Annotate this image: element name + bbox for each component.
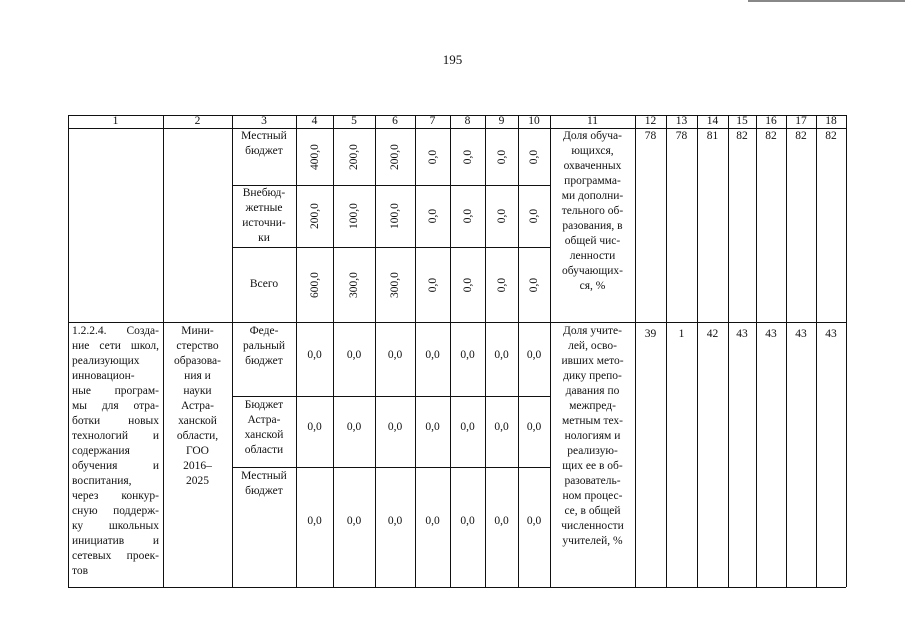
indicator-text-line: общей чис- bbox=[564, 235, 621, 247]
top-rule bbox=[748, 0, 905, 2]
indicator-text-line: лей, осво- bbox=[568, 340, 617, 352]
funding-amount: 0,0 bbox=[425, 515, 440, 527]
funding-amount: 300,0 bbox=[348, 271, 360, 298]
funding-amount: 0,0 bbox=[495, 208, 508, 224]
funding-amount: 0,0 bbox=[494, 421, 509, 433]
activity-description-line: технологий и bbox=[72, 430, 159, 442]
funding-amount: 200,0 bbox=[389, 143, 401, 170]
column-number: 3 bbox=[261, 115, 267, 127]
funding-amount: 0,0 bbox=[307, 349, 322, 361]
activity-description-line: воспитания, bbox=[72, 475, 132, 487]
funding-source bbox=[232, 324, 296, 369]
target-value: 1 bbox=[678, 328, 685, 340]
funding-amount: 100,0 bbox=[348, 203, 360, 229]
target-value: 82 bbox=[825, 130, 837, 142]
executor-line: Мини- bbox=[181, 325, 214, 337]
funding-amount: 0,0 bbox=[526, 515, 542, 527]
funding-source-line: области bbox=[244, 444, 284, 456]
indicator-text-line: дику препо- bbox=[563, 370, 622, 382]
funding-source-line: Астра- bbox=[247, 414, 281, 426]
column-number: 2 bbox=[194, 115, 201, 127]
funding-source-line: Феде- bbox=[249, 325, 279, 337]
indicator-text-line: ющихся, bbox=[571, 145, 614, 157]
indicator-text-line: Доля обуча- bbox=[563, 130, 622, 142]
indicator-text-line: давания по bbox=[565, 385, 620, 397]
column-number: 16 bbox=[765, 115, 777, 127]
funding-amount: 0,0 bbox=[528, 208, 540, 224]
funding-amount: 0,0 bbox=[461, 277, 474, 292]
indicator-text bbox=[550, 324, 635, 549]
column-border bbox=[666, 115, 667, 587]
executor-line: ния и bbox=[184, 370, 211, 382]
column-number: 5 bbox=[351, 115, 357, 127]
funding-amount: 300,0 bbox=[389, 271, 401, 298]
target-value: 39 bbox=[644, 328, 657, 340]
column-number: 4 bbox=[311, 115, 318, 127]
indicator-text-line: учителей, % bbox=[562, 535, 623, 547]
activity-description-line: инновацион- bbox=[72, 370, 135, 382]
funding-amount: 0,0 bbox=[494, 515, 509, 527]
executor-line: образова- bbox=[174, 355, 221, 367]
funding-source bbox=[232, 277, 296, 292]
activity-description-line: обучения и bbox=[72, 460, 159, 472]
target-value: 81 bbox=[706, 130, 719, 142]
funding-amount: 0,0 bbox=[346, 349, 362, 361]
activity-description-line: инициатив и bbox=[72, 535, 159, 547]
funding-amount: 0,0 bbox=[460, 515, 475, 527]
block-separator bbox=[68, 322, 846, 323]
indicator-text-line: ленности bbox=[569, 250, 616, 262]
target-value: 82 bbox=[795, 130, 807, 142]
row-separator bbox=[232, 247, 550, 248]
column-border bbox=[846, 115, 847, 587]
activity-description-line: ные програм- bbox=[72, 385, 159, 397]
column-number: 1 bbox=[112, 115, 119, 127]
funding-source-line: Бюджет bbox=[244, 399, 284, 411]
funding-amount: 0,0 bbox=[460, 349, 475, 361]
funding-amount: 100,0 bbox=[389, 203, 401, 229]
executor-line: ГОО bbox=[186, 445, 209, 457]
indicator-text-line: разования, в bbox=[562, 220, 623, 232]
executor-line: науки bbox=[183, 385, 212, 397]
indicator-text-line: численности bbox=[561, 520, 624, 532]
funding-amount: 400,0 bbox=[308, 143, 321, 170]
funding-source-line: бюджет bbox=[245, 355, 283, 367]
column-border bbox=[786, 115, 787, 587]
funding-amount: 0,0 bbox=[460, 421, 475, 433]
indicator-text-line: реализую- bbox=[567, 445, 618, 457]
column-number: 13 bbox=[675, 115, 688, 127]
indicator-text-line: разователь- bbox=[564, 475, 621, 487]
activity-description-line: сную поддерж- bbox=[72, 505, 159, 517]
column-number: 15 bbox=[736, 115, 748, 127]
column-border bbox=[697, 115, 698, 587]
indicator-text-line: тельного об- bbox=[561, 205, 624, 217]
target-value: 82 bbox=[736, 130, 748, 142]
funding-amount: 0,0 bbox=[461, 208, 474, 224]
column-border bbox=[756, 115, 757, 587]
funding-amount: 0,0 bbox=[346, 515, 362, 527]
executor-line: ханской bbox=[178, 415, 217, 427]
column-number: 14 bbox=[706, 115, 719, 127]
funding-source-line: Местный bbox=[241, 130, 287, 142]
funding-amount: 0,0 bbox=[425, 349, 440, 361]
funding-amount: 0,0 bbox=[526, 421, 542, 433]
target-value: 43 bbox=[736, 328, 748, 340]
activity-description-line: реализующих bbox=[72, 355, 140, 367]
column-number: 7 bbox=[429, 115, 436, 127]
indicator-text-line: ивших мето- bbox=[561, 355, 624, 367]
indicator-text-line: межпред- bbox=[569, 400, 616, 412]
funding-source bbox=[232, 469, 296, 499]
funding-amount: 200,0 bbox=[308, 203, 321, 229]
activity-description-line: ку школьных bbox=[72, 520, 159, 532]
target-value: 82 bbox=[765, 130, 777, 142]
column-number: 6 bbox=[392, 115, 398, 127]
activity-description-line: сетевых проек- bbox=[72, 550, 159, 562]
funding-amount: 0,0 bbox=[425, 421, 440, 433]
indicator-text-line: се, в общей bbox=[564, 505, 621, 517]
executor bbox=[163, 324, 232, 489]
funding-source-line: ханской bbox=[244, 429, 284, 441]
funding-source-line: жетные bbox=[245, 202, 283, 214]
funding-source-line: бюджет bbox=[245, 485, 283, 497]
row-separator bbox=[232, 396, 550, 397]
activity-description-line: ботки новых bbox=[72, 415, 159, 427]
activity-description-line: тов bbox=[72, 565, 89, 577]
funding-amount: 0,0 bbox=[426, 277, 439, 292]
indicator-text-line: нологиям и bbox=[564, 430, 621, 442]
indicator-text bbox=[550, 129, 635, 294]
activity-description-line: 1.2.2.4. Созда- bbox=[72, 325, 159, 337]
target-value: 43 bbox=[765, 328, 777, 340]
column-border bbox=[68, 115, 69, 587]
column-number: 18 bbox=[825, 115, 837, 127]
funding-source-line: Местный bbox=[241, 470, 287, 482]
column-number: 8 bbox=[464, 115, 471, 127]
executor-line: Астра- bbox=[181, 400, 214, 412]
target-value: 43 bbox=[825, 328, 837, 340]
funding-amount: 0,0 bbox=[494, 349, 509, 361]
executor-line: области, bbox=[176, 430, 219, 442]
column-number: 10 bbox=[528, 115, 540, 127]
funding-amount: 0,0 bbox=[387, 515, 403, 527]
funding-amount: 0,0 bbox=[426, 208, 439, 224]
activity-description-line: содержания bbox=[72, 445, 130, 457]
funding-amount: 0,0 bbox=[307, 421, 322, 433]
activity-description-line: через конкур- bbox=[72, 490, 159, 502]
executor-line: стерство bbox=[176, 340, 219, 352]
funding-amount: 0,0 bbox=[346, 421, 362, 433]
column-border bbox=[635, 115, 636, 587]
funding-amount: 0,0 bbox=[528, 149, 540, 164]
indicator-text-line: программа- bbox=[564, 175, 621, 187]
target-value: 42 bbox=[706, 328, 719, 340]
funding-source bbox=[232, 398, 296, 458]
activity-description-line: ние сети школ, bbox=[72, 340, 159, 352]
indicator-text-line: ном процес- bbox=[562, 490, 623, 502]
target-value: 43 bbox=[795, 328, 807, 340]
indicator-text-line: обучающих- bbox=[562, 265, 623, 277]
activity-description-line: мы для отра- bbox=[72, 400, 159, 412]
funding-amount: 0,0 bbox=[495, 277, 508, 292]
funding-source bbox=[232, 129, 296, 159]
column-number: 11 bbox=[586, 115, 599, 127]
indicator-text-line: Доля учите- bbox=[563, 325, 622, 337]
activity-description bbox=[72, 324, 159, 579]
funding-amount: 600,0 bbox=[308, 271, 321, 298]
funding-amount: 0,0 bbox=[528, 277, 540, 292]
funding-amount: 0,0 bbox=[387, 421, 403, 433]
indicator-text-line: охваченных bbox=[563, 160, 622, 172]
column-number: 9 bbox=[498, 115, 505, 127]
indicator-text-line: метным тех- bbox=[562, 415, 623, 427]
funding-amount: 0,0 bbox=[461, 149, 474, 164]
funding-amount: 0,0 bbox=[426, 149, 439, 164]
column-border bbox=[816, 115, 817, 587]
funding-amount: 200,0 bbox=[348, 143, 360, 170]
column-number: 17 bbox=[795, 115, 807, 127]
funding-source-line: бюджет bbox=[245, 145, 283, 157]
funding-source-line: ральный bbox=[243, 340, 285, 352]
funding-amount: 0,0 bbox=[387, 349, 403, 361]
funding-source-line: ки bbox=[258, 232, 270, 244]
funding-source-line: Всего bbox=[249, 278, 279, 290]
target-value: 78 bbox=[644, 130, 657, 142]
indicator-text-line: ся, % bbox=[579, 280, 606, 292]
indicator-text-line: ми дополни- bbox=[561, 190, 624, 202]
executor-line: 2025 bbox=[186, 475, 209, 487]
funding-amount: 0,0 bbox=[307, 515, 322, 527]
column-number: 12 bbox=[644, 115, 657, 127]
page-number: 195 bbox=[442, 52, 463, 67]
funding-source-line: источни- bbox=[242, 217, 286, 229]
funding-source bbox=[232, 186, 296, 246]
column-border bbox=[728, 115, 729, 587]
table-border-bottom bbox=[68, 587, 846, 588]
funding-source-line: Внебюд- bbox=[242, 187, 286, 199]
row-separator bbox=[232, 467, 550, 468]
funding-amount: 0,0 bbox=[526, 349, 542, 361]
executor-line: 2016– bbox=[183, 460, 212, 472]
target-value: 78 bbox=[675, 130, 688, 142]
indicator-text-line: щих ее в об- bbox=[562, 460, 623, 472]
funding-amount: 0,0 bbox=[495, 149, 508, 164]
